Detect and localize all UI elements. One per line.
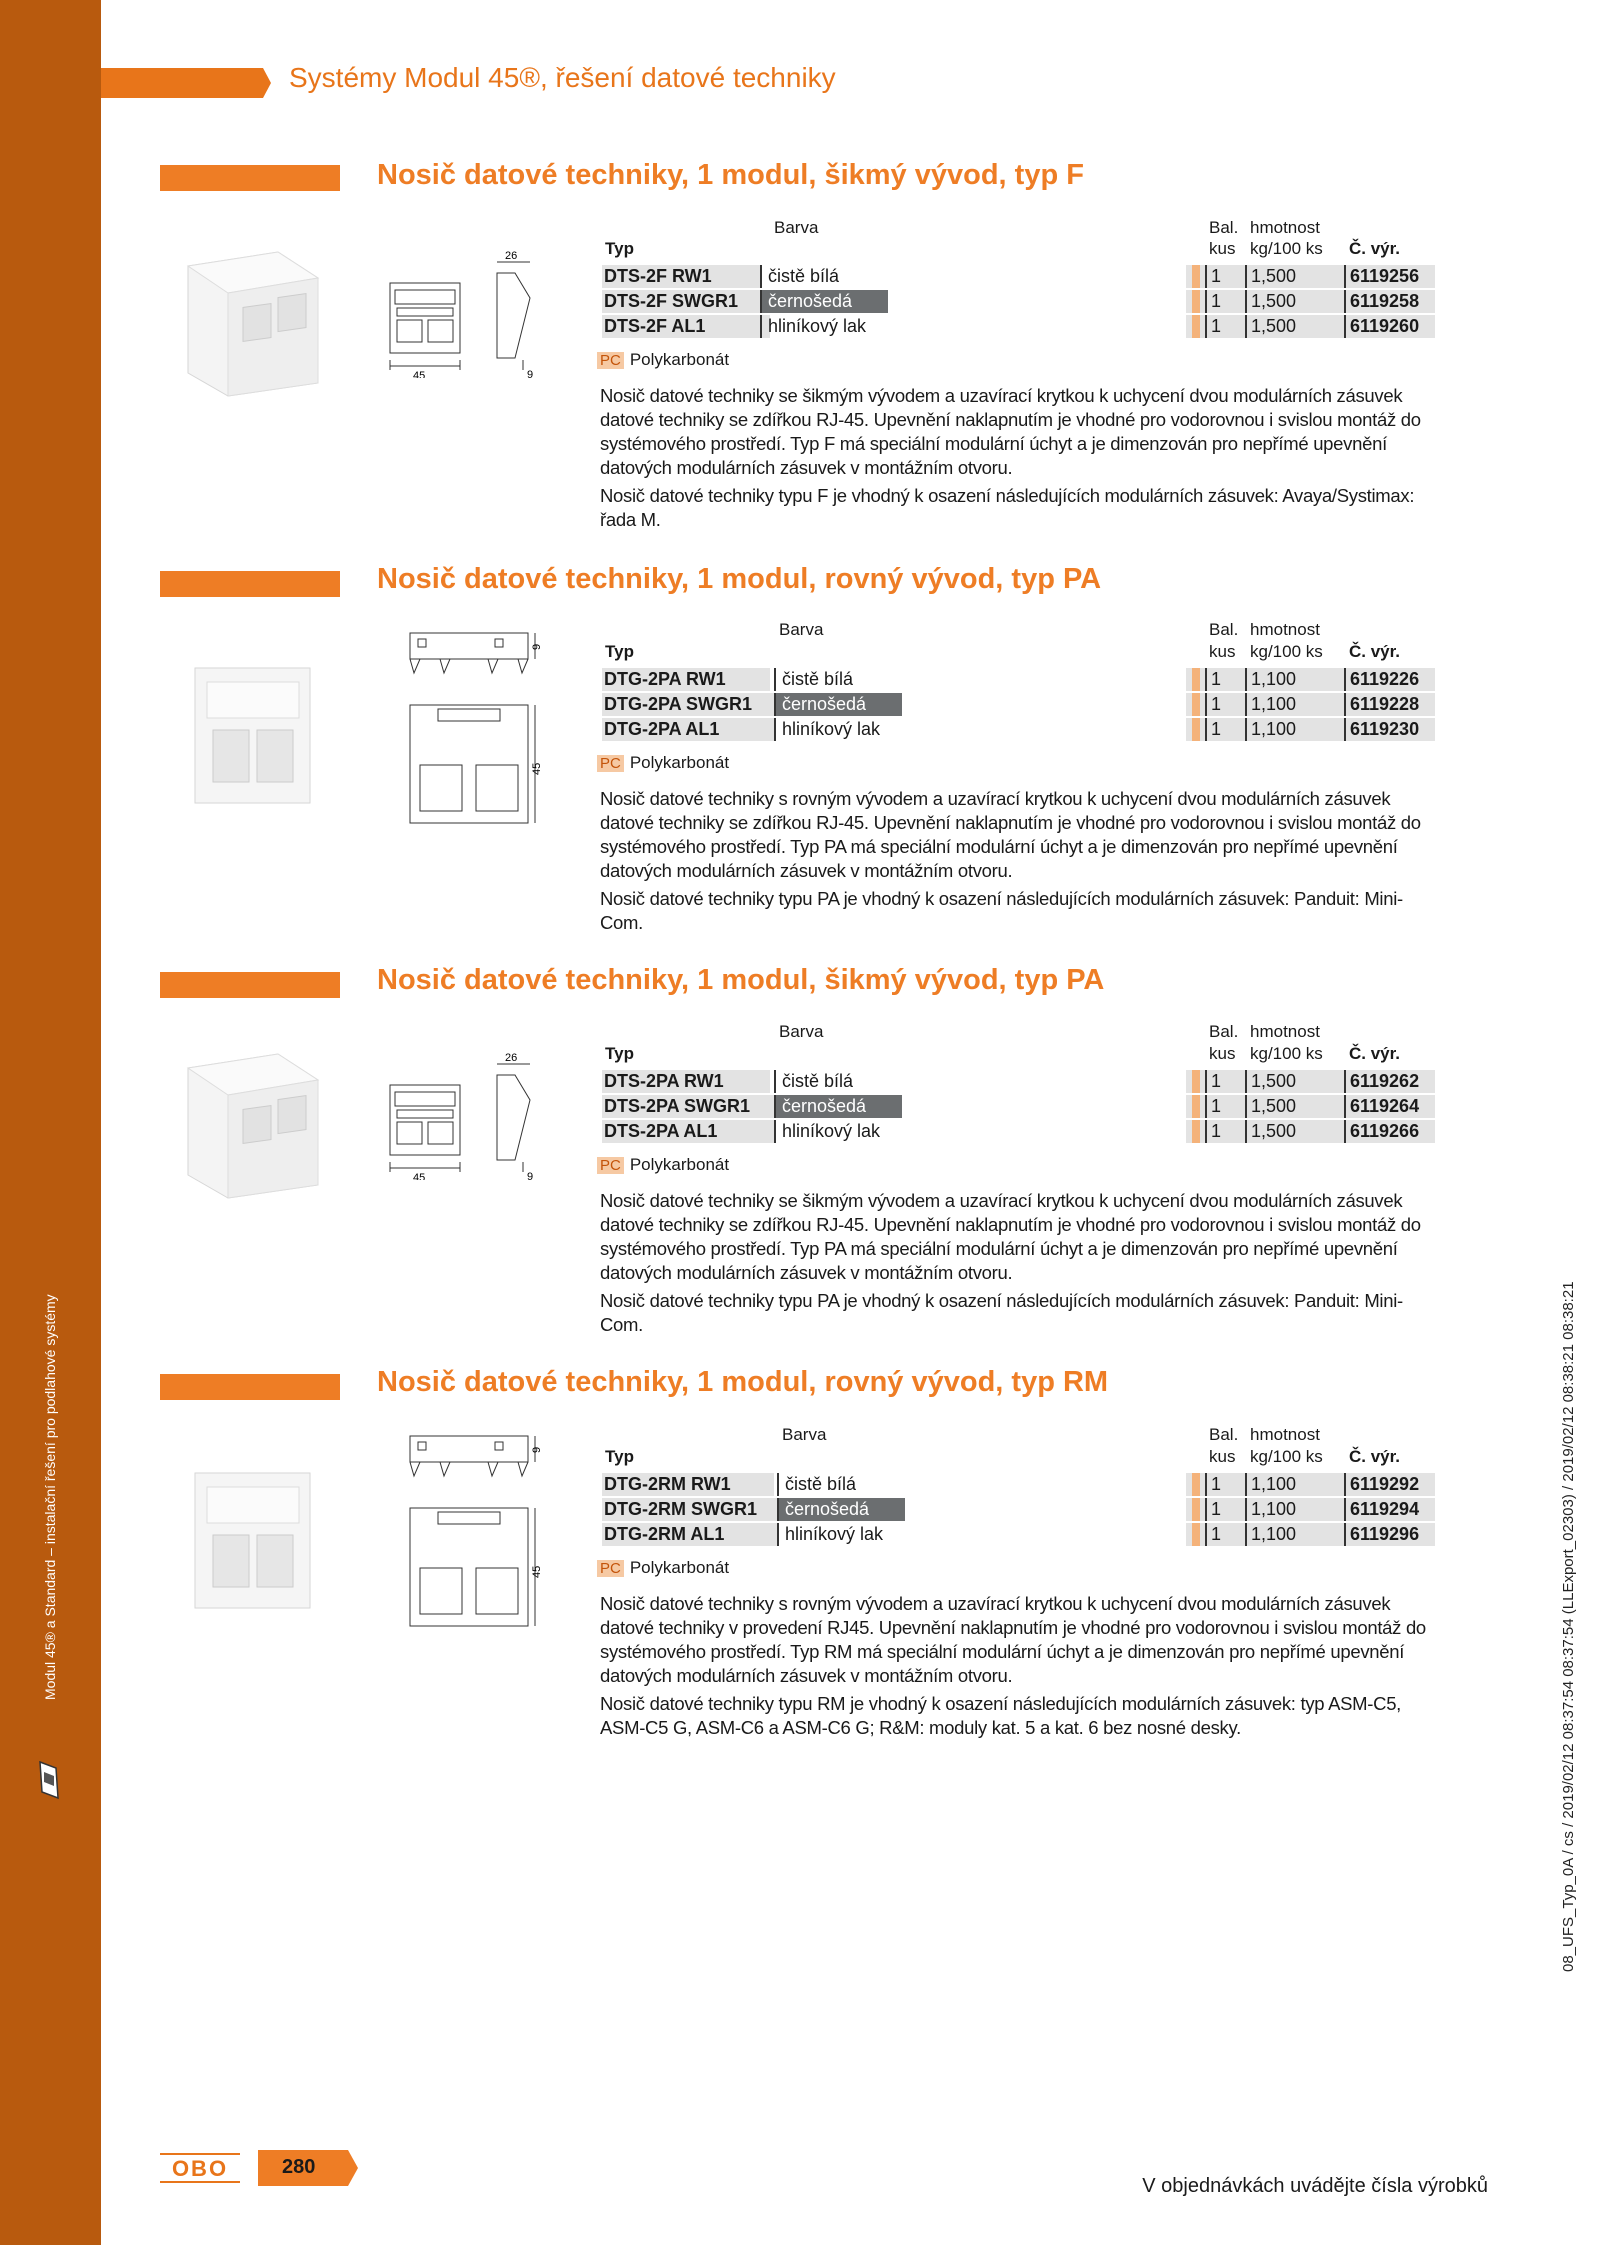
material-label: PC Polykarbonát — [597, 1558, 729, 1578]
dim-depth: 9 — [531, 1446, 543, 1453]
product-row: DTS-2PA SWGR1 černošedá 1 1,500 6119264 — [602, 1095, 1435, 1118]
product-row: DTG-2RM AL1 hliníkový lak 1 1,100 6119296 — [602, 1523, 1435, 1546]
dim-height: 9 — [527, 369, 534, 378]
product-row: DTS-2PA RW1 čistě bílá 1 1,500 6119262 — [602, 1070, 1435, 1093]
col-head-pack: Bal. — [1209, 620, 1239, 639]
product-row: DTS-2F RW1 čistě bílá 1 1,500 6119256 — [602, 265, 1435, 288]
dim-width: 45 — [413, 370, 426, 378]
dim-depth: 26 — [505, 1052, 518, 1064]
col-head-pack: Bal. — [1209, 218, 1239, 237]
col-head-type: Typ — [605, 1447, 634, 1466]
col-head-pack-unit: kus — [1209, 239, 1236, 258]
product-row: DTS-2PA AL1 hliníkový lak 1 1,500 6119266 — [602, 1120, 1435, 1143]
dim-height: 9 — [527, 1171, 534, 1180]
col-head-pack: Bal. — [1209, 1425, 1239, 1444]
col-head-weight: hmotnost — [1250, 1425, 1320, 1444]
col-head-weight: hmotnost — [1250, 218, 1320, 237]
print-meta-vertical: 08_UFS_Typ_0A / cs / 2019/02/12 08:37:54 08:37:54 (LLExport_02303) / 2019/02/12 08:38:21 08:38:21 — [1560, 1281, 1577, 1972]
product-row: DTS-2F AL1 hliníkový lak 1 1,500 6119260 — [602, 315, 1435, 338]
col-head-pack-unit: kus — [1209, 642, 1236, 661]
dim-depth: 9 — [531, 643, 543, 650]
product-row: DTG-2RM SWGR1 černošedá 1 1,100 6119294 — [602, 1498, 1435, 1521]
obo-logo — [160, 2148, 240, 2188]
technical-drawing — [385, 248, 565, 378]
col-head-code: Č. výr. — [1349, 642, 1401, 661]
material-badge: PC — [597, 755, 624, 772]
header-accent-bar — [101, 68, 271, 98]
material-label: PC Polykarbonát — [597, 350, 729, 370]
product-photo-angled — [168, 1050, 333, 1200]
col-head-code: Č. výr. — [1349, 239, 1401, 258]
col-head-type: Typ — [605, 1044, 634, 1063]
col-head-pack-unit: kus — [1209, 1447, 1236, 1466]
technical-drawing — [400, 1428, 550, 1643]
dim-size: 45 — [531, 762, 543, 775]
col-head-pack-unit: kus — [1209, 1044, 1236, 1063]
dim-size: 45 — [531, 1565, 543, 1578]
svg-text:OBO: OBO — [171, 2156, 229, 2181]
col-head-weight: hmotnost — [1250, 1022, 1320, 1041]
page-number: 280 — [282, 2156, 316, 2178]
product-row: DTG-2PA AL1 hliníkový lak 1 1,100 6119230 — [602, 718, 1435, 741]
product-row: DTG-2RM RW1 čistě bílá 1 1,100 6119292 — [602, 1473, 1435, 1496]
section-description: Nosič datové techniky se šikmým vývodem a uzavírací krytkou k uchycení dvou modulárních zásuvek datové techniky se zdířkou RJ-45. Upevnění naklapnutím je vhodné pro vodorovnou i svislou montáž do systémového prostředí. Typ PA má speciální modulární úchyt a je dimenzován pro nepřímé upevnění datových modulárních zásuvek v montážním otvoru. Nosič datové techniky typu PA je vhodný k osazení následujících modulárních zásuvek: Panduit: Mini-Com. — [600, 1190, 1421, 1335]
product-row: DTS-2F SWGR1 černošedá 1 1,500 6119258 — [602, 290, 1435, 313]
col-head-type: Typ — [605, 642, 634, 661]
product-photo-angled — [168, 248, 333, 398]
section-accent-bar — [160, 1374, 340, 1400]
section-title: Nosič datové techniky, 1 modul, rovný vývod, typ RM — [377, 1366, 1109, 1398]
sidebar — [0, 0, 101, 2245]
technical-drawing — [385, 1050, 565, 1180]
col-head-weight-unit: kg/100 ks — [1250, 1044, 1323, 1063]
section-description: Nosič datové techniky se šikmým vývodem a uzavírací krytkou k uchycení dvou modulárních zásuvek datové techniky se zdířkou RJ-45. Upevnění naklapnutím je vhodné pro vodorovnou i svislou montáž do systémového prostředí. Typ F má speciální modulární úchyt a je dimenzován pro nepřímé upevnění datových modulárních zásuvek v montážním otvoru. Nosič datové techniky typu F je vhodný k osazení následujících modulárních zásuvek: Avaya/Systimax: řada M. — [600, 385, 1421, 530]
floor-box-icon — [36, 1758, 62, 1802]
col-head-color: Barva — [779, 620, 824, 639]
section-accent-bar — [160, 571, 340, 597]
dim-width: 45 — [413, 1172, 426, 1180]
page-header-title: Systémy Modul 45®, řešení datové techniky — [289, 62, 836, 93]
col-head-pack: Bal. — [1209, 1022, 1239, 1041]
col-head-weight-unit: kg/100 ks — [1250, 239, 1323, 258]
section-title: Nosič datové techniky, 1 modul, šikmý vývod, typ PA — [377, 964, 1105, 996]
section-title: Nosič datové techniky, 1 modul, rovný vývod, typ PA — [377, 563, 1102, 595]
dim-depth: 26 — [505, 250, 518, 262]
col-head-color: Barva — [774, 218, 819, 237]
col-head-weight: hmotnost — [1250, 620, 1320, 639]
section-description: Nosič datové techniky s rovným vývodem a uzavírací krytkou k uchycení dvou modulárních zásuvek datové techniky v provedení RJ45. Upevnění naklapnutím je vhodné pro vodorovnou i svislou montáž do systémového prostředí. Typ RM má speciální modulární úchyt a je dimenzován pro nepřímé upevnění datových modulárních zásuvek v montážním otvoru. Nosič datové techniky typu RM je vhodný k osazení následujících modulárních zásuvek: typ ASM-C5, ASM-C5 G, ASM-C6 a ASM-C6 G; R&M: moduly kat. 5 a kat. 6 bez nosné desky. — [600, 1593, 1426, 1738]
product-photo-straight — [185, 660, 320, 810]
technical-drawing — [400, 625, 550, 840]
col-head-weight-unit: kg/100 ks — [1250, 642, 1323, 661]
sidebar-vertical-text: Modul 45® a Standard – instalační řešení pro podlahové systémy — [42, 1294, 58, 1700]
section-title: Nosič datové techniky, 1 modul, šikmý vývod, typ F — [377, 159, 1084, 191]
product-row: DTG-2PA SWGR1 černošedá 1 1,100 6119228 — [602, 693, 1435, 716]
section-accent-bar — [160, 165, 340, 191]
material-label: PC Polykarbonát — [597, 753, 729, 773]
col-head-code: Č. výr. — [1349, 1447, 1401, 1466]
product-row: DTG-2PA RW1 čistě bílá 1 1,100 6119226 — [602, 668, 1435, 691]
product-photo-straight — [185, 1465, 320, 1615]
material-badge: PC — [597, 352, 624, 369]
col-head-color: Barva — [782, 1425, 827, 1444]
col-head-color: Barva — [779, 1022, 824, 1041]
col-head-code: Č. výr. — [1349, 1044, 1401, 1063]
col-head-type: Typ — [605, 239, 634, 258]
material-label: PC Polykarbonát — [597, 1155, 729, 1175]
material-badge: PC — [597, 1560, 624, 1577]
material-badge: PC — [597, 1157, 624, 1174]
section-description: Nosič datové techniky s rovným vývodem a uzavírací krytkou k uchycení dvou modulárních zásuvek datové techniky se zdířkou RJ-45. Upevnění naklapnutím je vhodné pro vodorovnou i svislou montáž do systémového prostředí. Typ PA má speciální modulární úchyt a je dimenzován pro nepřímé upevnění datových modulárních zásuvek v montážním otvoru. Nosič datové techniky typu PA je vhodný k osazení následujících modulárních zásuvek: Panduit: Mini-Com. — [600, 788, 1421, 933]
footer-note: V objednávkách uvádějte čísla výrobků — [1142, 2175, 1488, 2197]
section-accent-bar — [160, 972, 340, 998]
col-head-weight-unit: kg/100 ks — [1250, 1447, 1323, 1466]
